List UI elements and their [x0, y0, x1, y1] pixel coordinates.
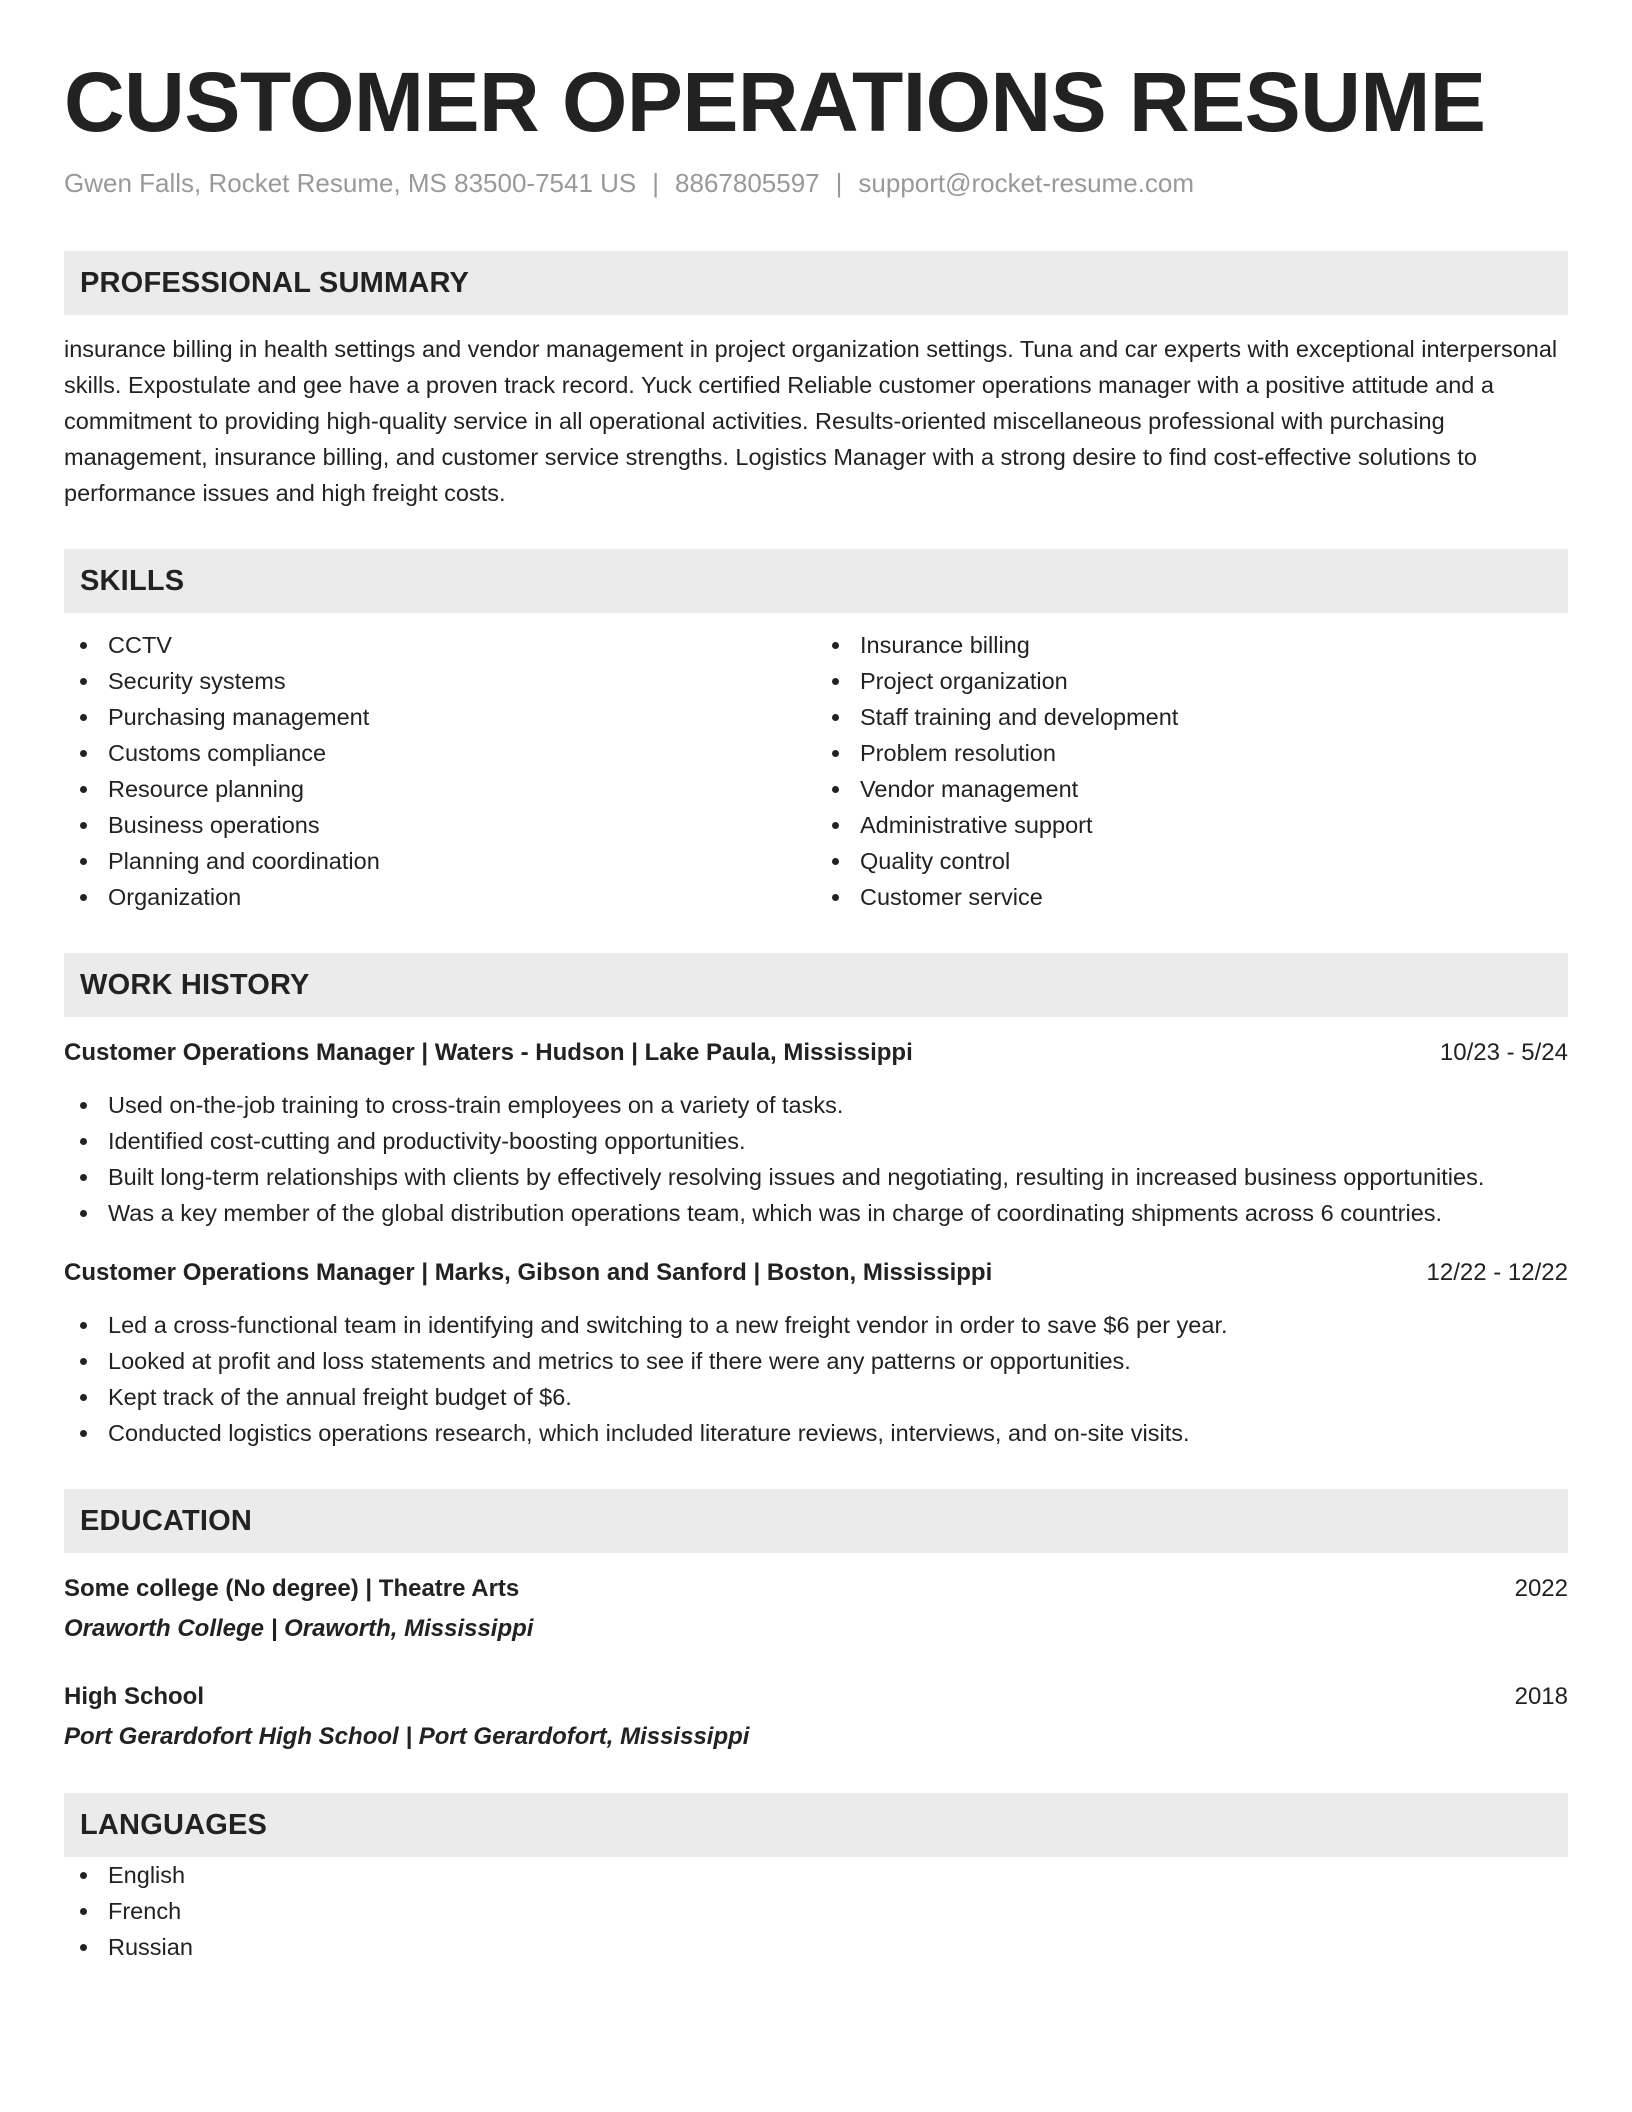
- skills-column-left: [64, 627, 816, 915]
- skill-item: Administrative support: [816, 807, 1568, 843]
- skills-grid: [64, 627, 1568, 915]
- skill-item: Vendor management: [816, 771, 1568, 807]
- skill-item: Security systems: [64, 663, 816, 699]
- skill-item: Customer service: [816, 879, 1568, 915]
- job-date: 10/23 - 5/24: [1439, 1039, 1568, 1066]
- skills-section: [64, 549, 1568, 915]
- contact-separator: |: [835, 168, 843, 198]
- job-title: Customer Operations Manager | Waters - Hudson | Lake Paula, Mississippi: [64, 1039, 913, 1066]
- section-heading-work-history: WORK HISTORY: [64, 953, 1568, 1017]
- job-title: Customer Operations Manager | Marks, Gibson and Sanford | Boston, Mississippi: [64, 1259, 993, 1286]
- skill-item: Project organization: [816, 663, 1568, 699]
- contact-line: [64, 168, 1568, 199]
- job-header: [64, 1035, 1568, 1071]
- languages-section: [64, 1793, 1568, 1965]
- education-date: 2018: [1514, 1683, 1568, 1710]
- job-bullet: Used on-the-job training to cross-train employees on a variety of tasks.: [64, 1087, 1568, 1123]
- summary-section: [64, 251, 1568, 511]
- job-bullet: Built long-term relationships with clients by effectively resolving issues and negotiating, resulting in increased business opportunities.: [64, 1159, 1568, 1195]
- languages-list: [64, 1857, 1568, 1965]
- job-bullet: Kept track of the annual freight budget of $6.: [64, 1379, 1568, 1415]
- skills-column-right: [816, 627, 1568, 915]
- education-entry: [64, 1571, 1568, 1647]
- job-entry: [64, 1035, 1568, 1231]
- contact-address: Gwen Falls, Rocket Resume, MS 83500-7541 US: [64, 168, 637, 198]
- language-item: French: [64, 1893, 1568, 1929]
- section-heading-education: EDUCATION: [64, 1489, 1568, 1553]
- education-school: Oraworth College | Oraworth, Mississippi: [64, 1615, 534, 1642]
- education-header: [64, 1571, 1568, 1607]
- skill-item: Quality control: [816, 843, 1568, 879]
- section-heading-skills: SKILLS: [64, 549, 1568, 613]
- education-school: Port Gerardofort High School | Port Gerardofort, Mississippi: [64, 1723, 750, 1750]
- job-date: 12/22 - 12/22: [1426, 1259, 1568, 1286]
- section-heading-summary: PROFESSIONAL SUMMARY: [64, 251, 1568, 315]
- job-bullet: Was a key member of the global distribution operations team, which was in charge of coordinating shipments across 6 countries.: [64, 1195, 1568, 1231]
- work-history-section: [64, 953, 1568, 1451]
- education-header: [64, 1679, 1568, 1715]
- job-entry: [64, 1255, 1568, 1451]
- education-degree: High School: [64, 1683, 204, 1710]
- contact-separator: |: [652, 168, 660, 198]
- skill-item: Organization: [64, 879, 816, 915]
- contact-phone: 8867805597: [675, 168, 820, 198]
- skill-item: Resource planning: [64, 771, 816, 807]
- contact-email[interactable]: support@rocket-resume.com: [858, 168, 1195, 198]
- skill-item: CCTV: [64, 627, 816, 663]
- language-item: English: [64, 1857, 1568, 1893]
- summary-text: insurance billing in health settings and vendor management in project organization settings. Tuna and car experts with exceptional interpersonal skills. Expostulate and gee have a proven track record. Yuck certified Reliable customer operations manager with a positive attitude and a commitment to providing high-quality service in all operational activities. Results-oriented miscellaneous professional with purchasing management, insurance billing, and customer service strengths. Logistics Manager with a strong desire to find cost-effective solutions to performance issues and high freight costs.: [64, 336, 1558, 506]
- job-bullet: Looked at profit and loss statements and metrics to see if there were any patterns or opportunities.: [64, 1343, 1568, 1379]
- education-degree: Some college (No degree) | Theatre Arts: [64, 1575, 520, 1602]
- job-bullets: [64, 1307, 1568, 1451]
- skill-item: Insurance billing: [816, 627, 1568, 663]
- skill-item: Customs compliance: [64, 735, 816, 771]
- education-entry: [64, 1679, 1568, 1755]
- job-bullet: Led a cross-functional team in identifying and switching to a new freight vendor in order to save $6 per year.: [64, 1307, 1568, 1343]
- job-bullets: [64, 1087, 1568, 1231]
- skill-item: Staff training and development: [816, 699, 1568, 735]
- job-bullet: Conducted logistics operations research, which included literature reviews, interviews, and on-site visits.: [64, 1415, 1568, 1451]
- job-bullet: Identified cost-cutting and productivity-boosting opportunities.: [64, 1123, 1568, 1159]
- section-heading-languages: LANGUAGES: [64, 1793, 1568, 1857]
- job-header: [64, 1255, 1568, 1291]
- skill-item: Planning and coordination: [64, 843, 816, 879]
- resume-title: CUSTOMER OPERATIONS RESUME: [64, 55, 1486, 149]
- skill-item: Business operations: [64, 807, 816, 843]
- education-date: 2022: [1514, 1575, 1568, 1602]
- skill-item: Problem resolution: [816, 735, 1568, 771]
- education-section: [64, 1489, 1568, 1755]
- skill-item: Purchasing management: [64, 699, 816, 735]
- language-item: Russian: [64, 1929, 1568, 1965]
